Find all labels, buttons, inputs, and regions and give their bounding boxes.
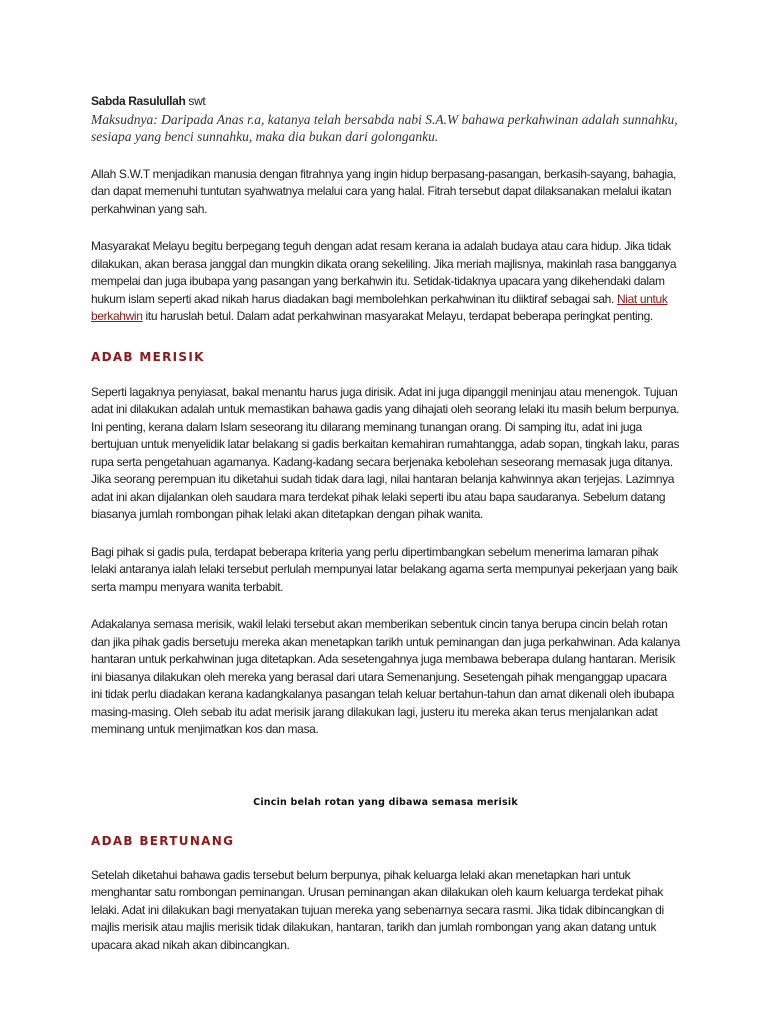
title-rest: swt	[185, 94, 206, 108]
paragraph-bertunang: Setelah diketahui bahawa gadis tersebut belum berpunya, pihak keluarga lelaki akan menetapkan hari untuk menghantar satu rombongan peminangan. Urusan peminangan akan dilakukan oleh kaum keluarga terdekat pihak lelaki. Adat ini dilakukan bagi menyatakan tujuan mereka yang sebenarnya secara rasmi. Jika tidak dibincangkan di majlis merisik atau majlis merisik tidak dilakukan, hantaran, tarikh dan jumlah rombongan yang akan datang untuk upacara akad nikah akan dibincangkan.	[91, 867, 664, 952]
title-bold: Sabda Rasulullah	[91, 94, 186, 108]
paragraph-adat-text-1: Masyarakat Melayu begitu berpegang teguh dengan adat resam kerana ia adalah budaya atau cara hidup. Jika tidak dilakukan, akan berasa janggal dan mungkin dikata orang sekeliling. Jika meriah majlisnya, makinlah rasa bangganya mempelai dan juga ibubapa yang pasangan yang berkahwin itu. Setidak-tidaknya upacara yang dikehendaki dalam hukum islam seperti akad nikah harus diadakan bagi membolehkan perkahwinan itu diiktiraf sebagai sah.	[91, 239, 677, 306]
paragraph-intro: Allah S.W.T menjadikan manusia dengan fitrahnya yang ingin hidup berpasang-pasangan, berkasih-sayang, bahagia, dan dapat memenuhi tuntutan syahwatnya melalui cara yang halal. Fitrah tersebut dapat dilaksanakan melalui ikatan perkahwinan yang sah.	[91, 166, 677, 216]
document-title	[91, 93, 680, 111]
heading-adab-bertunang: ADAB BERTUNANG	[91, 833, 235, 848]
heading-adab-merisik: ADAB MERISIK	[91, 349, 205, 364]
paragraph-merisik-1: Seperti lagaknya penyiasat, bakal menantu harus juga dirisik. Adat ini juga dipanggil meninjau atau menengok. Tujuan adat ini dilakukan adalah untuk memastikan bahawa gadis yang dihajati oleh seorang lelaki itu masih belum berpunya. Ini penting, kerana dalam Islam seseorang itu dilarang meminang tunangan orang. Di samping itu, adat ini juga bertujuan untuk menyelidik latar belakang si gadis berkaitan kemahiran rumahtangga, adab sopan, tingkah laku, paras rupa serta pengetahuan agamanya. Kadang-kadang secara berjenaka kebolehan seseorang memasak juga ditanya. Jika seorang perempuan itu diketahui sudah tidak dara lagi, nilai hantaran belanja kahwinnya akan terjejas. Lazimnya adat ini akan dijalankan oleh saudara mara terdekat pihak lelaki seperti ibu atau bapa saudaranya. Sebelum datang biasanya jumlah rombongan pihak lelaki akan ditetapkan dengan pihak wanita.	[91, 384, 680, 521]
image-caption: Cincin belah rotan yang dibawa semasa merisik	[253, 796, 518, 808]
paragraph-adat	[91, 238, 680, 326]
paragraph-merisik-2: Bagi pihak si gadis pula, terdapat beberapa kriteria yang perlu dipertimbangkan sebelum menerima lamaran pihak lelaki antaranya ialah lelaki tersebut perlulah mempunyai latar belakang agama serta mempunyai pekerjaan yang baik serta mampu menyara wanita terbabit.	[91, 544, 678, 594]
paragraph-merisik-3: Adakalanya semasa merisik, wakil lelaki tersebut akan memberikan sebentuk cincin tanya berupa cincin belah rotan dan jika pihak gadis bersetuju mereka akan menetapkan tarikh untuk peminangan dan juga perkahwinan. Ada kalanya hantaran untuk perkahwinan juga ditetapkan. Ada sesetengahnya juga membawa beberapa dulang hantaran. Merisik ini biasanya dilakukan oleh mereka yang berasal dari utara Semenanjung. Sesetengah pihak menganggap upacara ini tidak perlu diadakan kerana kadangkalanya pasangan telah keluar bertahun-tahun dan amat dikenali oleh ibubapa masing-masing. Oleh sebab itu adat merisik jarang dilakukan lagi, justeru itu mereka akan terus menjalankan adat meminang untuk menjimatkan kos dan masa.	[91, 617, 680, 736]
hadith-quote: Maksudnya: Daripada Anas r.a, katanya telah bersabda nabi S.A.W bahawa perkahwinan adalah sunnahku, sesiapa yang benci sunnahku, maka dia bukan dari golonganku.	[91, 111, 678, 144]
paragraph-adat-text-2: itu haruslah betul. Dalam adat perkahwinan masyarakat Melayu, terdapat beberapa peringkat penting.	[142, 309, 653, 323]
niat-link[interactable]: Niat untuk berkahwin	[91, 291, 668, 323]
